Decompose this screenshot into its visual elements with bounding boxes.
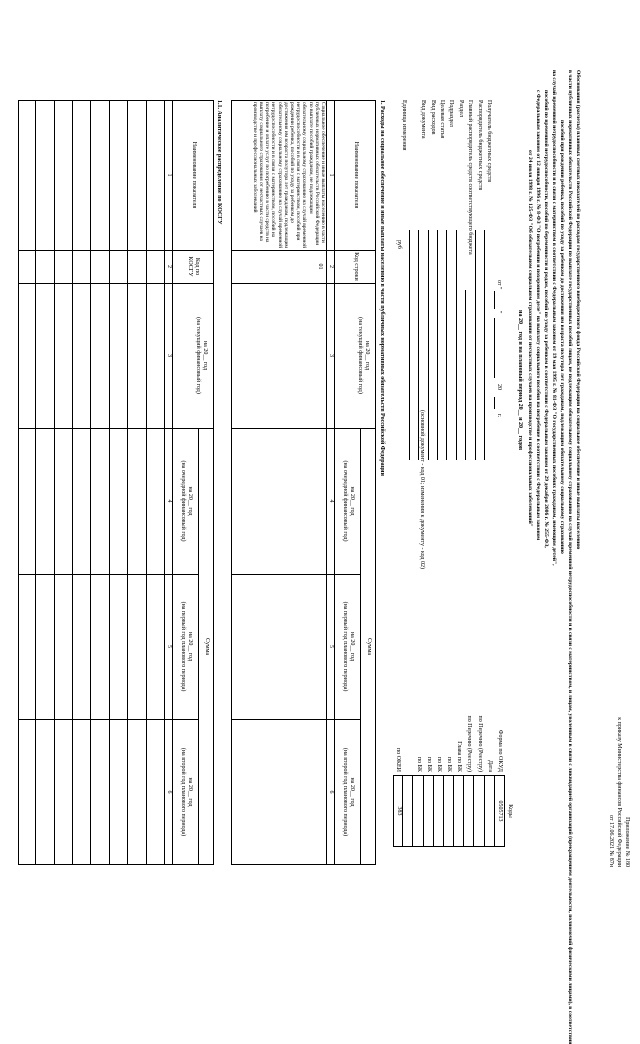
code-row-label: по БК [415, 756, 422, 772]
annex-number: Приложение № 180 [624, 817, 630, 867]
date-day-line [494, 291, 495, 309]
s11-row-line [35, 100, 36, 865]
form-title-line-2: в части публичных нормативных обязательств Российской Федерации по выплате государственных пособий лицам, не подлежащим обязательному социальному страхованию на случай временной нетрудоспособности и в связи с материнством, и лицам, уволенным в связи с ликвидацией организаций (прекращением деятельности, полномочий физическими лицами), в соответствии [567, 70, 573, 1044]
annex-order-line: к приказу Министерства финансов Российской Федерации [616, 717, 622, 867]
header-field-line[interactable] [484, 230, 485, 460]
s11-row-line [146, 100, 147, 865]
date-year: 20 [496, 384, 502, 390]
code-row-divider [494, 775, 495, 847]
header-field-line[interactable] [475, 230, 476, 460]
date-quote: " [496, 311, 502, 314]
header-field-label: Получатель бюджетных средств [486, 100, 492, 183]
code-row-divider [463, 775, 464, 847]
header-field-label: Вид расходов [429, 100, 436, 135]
s11-year-2: на 20__ год (на первый год планового периода) [180, 601, 193, 692]
s1-header-code: Код строки [352, 252, 359, 281]
date-prefix: от " [496, 280, 502, 290]
header-field-label: Единица измерения [401, 100, 408, 151]
date-suffix: г. [496, 414, 502, 418]
code-row-divider [453, 775, 454, 847]
header-field-line[interactable] [409, 230, 410, 460]
header-field-line[interactable] [465, 290, 466, 460]
code-row-label: Глава по БК [456, 741, 463, 772]
s11-year-3: на 20__ год (на второй год планового периода) [180, 747, 193, 837]
s11-row-line [109, 100, 110, 865]
code-row-label: по ОКЕИ [395, 747, 402, 772]
code-row-label: по Перечню (Реестру) [476, 715, 483, 772]
s1-colnum: 4 [328, 499, 335, 503]
form-title-line-7: от 24 июля 1998 г. № 125-ФЗ "Об обязательном социальном страховании от несчастных случаев на производстве и профессиональных заболеваний" [527, 150, 533, 527]
date-year-line [494, 397, 495, 409]
s1-year-2: на 20__ год (на первый год планового периода) [342, 601, 355, 692]
code-row-label: по БК [446, 756, 453, 772]
s11-colnum: 5 [166, 645, 173, 648]
s11-year-0: на 20__ год (на текущий финансовый год) [195, 317, 208, 394]
s1-colnum: 2 [328, 265, 335, 268]
s1-header-name: Наименование показателя [352, 141, 359, 209]
codes-header: Коды [507, 804, 513, 818]
code-row-divider [484, 775, 485, 847]
code-row-divider [412, 775, 413, 847]
header-field-label: Целевая статья [439, 100, 445, 139]
section1-heading: 1. Расходы на социальное обеспечение и иные выплаты населению в части публичных нормативных обязательств Российской Федерации [379, 100, 385, 476]
s1-year-3: на 20__ год (на второй год планового периода) [342, 747, 355, 837]
form-title-line-4: на случай временной нетрудоспособности и в связи с материнством в соответствии с Федеральным законом от 19 мая 1995 г. № 81-ФЗ "О государственных пособиях гражданам, имеющим детей", [551, 70, 557, 566]
header-field-label: Вид документа [420, 100, 427, 139]
s11-header-sum: Сумма [203, 638, 210, 655]
header-field-label: Главный распорядитель средств соответствующего бюджета [467, 100, 474, 255]
s11-colnum: 1 [166, 173, 173, 177]
code-row-value: 0505713 [497, 800, 504, 822]
s1-year-1: на 20__ год (на очередной финансовый год) [342, 460, 355, 542]
header-field-label: Распорядитель бюджетных средств [476, 100, 483, 191]
code-row-label: по Перечню (Реестру) [466, 715, 473, 772]
header-field-label: Раздел [457, 100, 464, 117]
code-row-divider [433, 775, 434, 847]
s1-header-sum: Сумма [365, 638, 372, 655]
s11-row-line [54, 100, 55, 865]
form-title-line-6: с Федеральным законом от 12 января 1996 г. № 8-ФЗ "О погребении и похоронном деле" на выплату социального пособия на погребение в соответствии с Федеральным законом [535, 90, 541, 541]
s1-colnum: 6 [328, 790, 335, 794]
s1-colnum: 1 [328, 173, 335, 177]
s11-year-1: на 20__ год (на очередной финансовый год) [180, 460, 193, 542]
s11-colnum: 2 [166, 265, 173, 268]
code-row-divider [423, 775, 424, 847]
s11-row-line [90, 100, 91, 865]
s11-header-code: Код по КОСГУ [187, 256, 201, 277]
code-row-divider [473, 775, 474, 847]
code-row-divider [402, 775, 403, 847]
form-period: на 20__ год и на плановый период 20__ и 20__ годов [517, 310, 523, 451]
form-title-line-5: пособий по временной нетрудоспособности, пособий по беременности и родам, пособий по уходу за ребенком в соответствии с Федеральным законом от 29 декабря 2006 г. № 255-ФЗ, [543, 90, 549, 548]
form-title-line-3: пособий при рождении ребенка, пособий по уходу за ребенком до достижения им возраста полутора лет гражданам, подлежащим обязательному социальному страхованию [559, 120, 565, 554]
s1-row-code: 01 [317, 263, 324, 270]
code-row-label: по БК [435, 756, 442, 772]
date-month-line [494, 318, 495, 378]
header-field-line[interactable] [428, 230, 429, 460]
header-field-label: Подраздел [448, 100, 455, 127]
code-row-label: по БК [425, 756, 432, 772]
s1-colnum: 3 [328, 354, 335, 357]
s1-year-0: на 20__ год (на текущий финансовый год) [357, 317, 370, 394]
s1-row-text: Социальное обеспечение и иные выплаты населению в части публичных нормативных обязательств Российской Федерации по выплате пособий гражданам, не подлежащим обязательному социальному страхованию на случай временной нетрудоспособности и в связи с материнством, пособий при рождении ребенка, пособий по уходу за ребенком до достижения им возраста полутора лет гражданам, подлежащим обязательному социальному страхованию на случай временной нетрудоспособности и в связи с материнством, пособий на погребение и оплате услуг по погребению в части средств на выплату социального страхования от несчастных случаев на производстве и профессиональных заболеваний [251, 102, 326, 248]
form-title-line-1: Обоснования (расчеты) плановых сметных показателей по расходам государственного внебюджетного фонда Российской Федерации на социальное обеспечение и иные выплаты населению [575, 70, 581, 550]
doc-type-hint: (основной документ - код 01; изменения к документу - код 02) [419, 410, 425, 569]
s11-colnum: 4 [166, 499, 173, 503]
code-row-label: Форма по ОКУД [497, 729, 503, 772]
section11-heading: 1.1. Аналитическое распределение по КОСГУ [216, 100, 222, 225]
code-row-divider [443, 775, 444, 847]
s11-header-name: Наименование показателя [190, 141, 197, 209]
s11-colnum: 6 [166, 790, 173, 794]
header-field-line[interactable] [446, 230, 447, 460]
units-value: руб [396, 240, 402, 249]
annex-order-date: от 17.06.2021 № 87н [608, 815, 614, 867]
s11-row-line [72, 100, 73, 865]
header-field-line[interactable] [456, 230, 457, 460]
s11-colnum: 3 [166, 354, 173, 357]
code-row-value: 383 [395, 806, 402, 816]
code-row-label: Дата [486, 760, 493, 772]
header-field-line[interactable] [437, 230, 438, 460]
s1-colnum: 5 [328, 645, 335, 648]
s11-row-line [127, 100, 128, 865]
